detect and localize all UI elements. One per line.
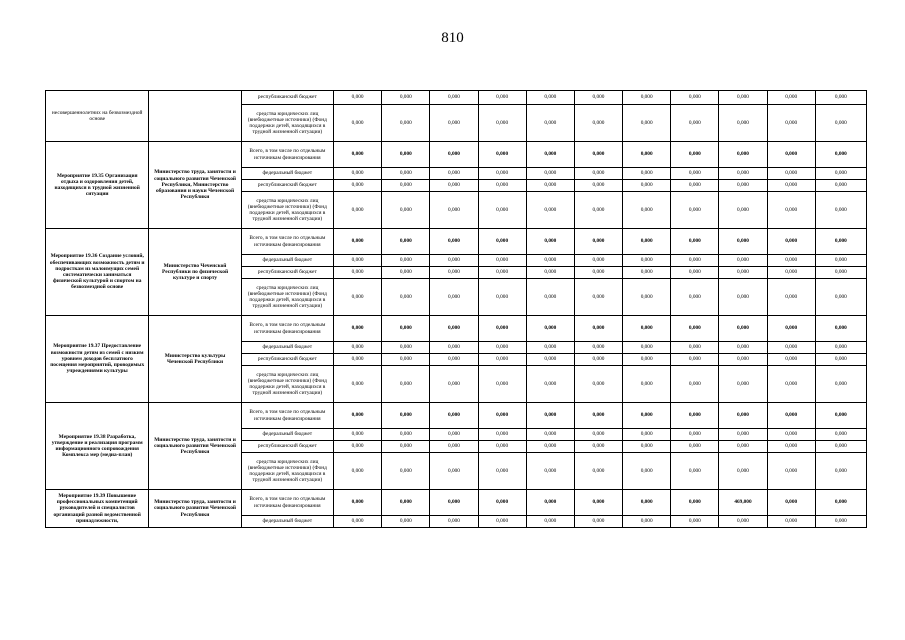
amount-cell: 0,000 — [671, 316, 719, 342]
amount-cell: 0,000 — [382, 91, 430, 105]
amount-cell: 0,000 — [719, 229, 767, 255]
amount-cell: 0,000 — [334, 429, 382, 441]
amount-cell: 0,000 — [574, 366, 622, 403]
amount-cell: 0,000 — [815, 403, 866, 429]
table-row — [46, 91, 867, 105]
amount-cell: 0,000 — [526, 267, 574, 279]
amount-cell: 0,000 — [430, 180, 478, 192]
funding-source: республиканский бюджет — [241, 91, 333, 105]
amount-cell: 0,000 — [623, 91, 671, 105]
amount-cell: 0,000 — [334, 516, 382, 528]
table-row — [46, 142, 867, 168]
measure-executor: Министерство труда, занятости и социального развития Чеченской Республики, Министерство образования и науки Чеченской Республики — [149, 142, 241, 229]
amount-cell: 0,000 — [382, 279, 430, 316]
amount-cell: 0,000 — [382, 192, 430, 229]
amount-cell: 0,000 — [334, 192, 382, 229]
amount-cell: 0,000 — [574, 142, 622, 168]
amount-cell: 0,000 — [623, 516, 671, 528]
amount-cell: 0,000 — [767, 342, 815, 354]
funding-source: средства юридических лиц (внебюджетные источники) (Фонд поддержки детей, находящихся в трудной жизненной ситуации) — [241, 192, 333, 229]
amount-cell: 0,000 — [623, 229, 671, 255]
amount-cell: 0,000 — [671, 342, 719, 354]
funding-source: средства юридических лиц (внебюджетные источники) (Фонд поддержки детей, находящихся в трудной жизненной ситуации) — [241, 279, 333, 316]
funding-source: федеральный бюджет — [241, 168, 333, 180]
funding-source: Всего, в том числе по отдельным источникам финансирования — [241, 142, 333, 168]
amount-cell: 0,000 — [334, 229, 382, 255]
funding-source: Всего, в том числе по отдельным источникам финансирования — [241, 490, 333, 516]
amount-cell: 0,000 — [767, 354, 815, 366]
amount-cell: 0,000 — [574, 354, 622, 366]
amount-cell: 0,000 — [767, 180, 815, 192]
table-row — [46, 229, 867, 255]
amount-cell: 0,000 — [382, 142, 430, 168]
page-number: 810 — [441, 30, 464, 46]
amount-cell: 0,000 — [334, 180, 382, 192]
amount-cell: 0,000 — [478, 255, 526, 267]
amount-cell: 0,000 — [671, 255, 719, 267]
amount-cell: 0,000 — [574, 441, 622, 453]
amount-cell: 0,000 — [815, 366, 866, 403]
amount-cell: 0,000 — [382, 403, 430, 429]
amount-cell: 0,000 — [334, 403, 382, 429]
amount-cell: 0,000 — [430, 229, 478, 255]
amount-cell: 0,000 — [526, 142, 574, 168]
amount-cell: 0,000 — [623, 267, 671, 279]
funding-source: Всего, в том числе по отдельным источникам финансирования — [241, 316, 333, 342]
amount-cell: 0,000 — [478, 168, 526, 180]
amount-cell: 0,000 — [719, 142, 767, 168]
amount-cell: 0,000 — [671, 168, 719, 180]
amount-cell: 0,000 — [574, 490, 622, 516]
amount-cell: 0,000 — [623, 403, 671, 429]
budget-table — [45, 90, 867, 528]
funding-source: федеральный бюджет — [241, 429, 333, 441]
amount-cell: 0,000 — [623, 142, 671, 168]
amount-cell: 0,000 — [574, 316, 622, 342]
amount-cell: 0,000 — [478, 91, 526, 105]
table-row — [46, 403, 867, 429]
amount-cell: 0,000 — [719, 441, 767, 453]
amount-cell: 0,000 — [382, 490, 430, 516]
amount-cell: 0,000 — [767, 429, 815, 441]
measure-description: несовершеннолетних на безвозмездной основе — [46, 91, 149, 142]
amount-cell: 0,000 — [478, 229, 526, 255]
amount-cell: 0,000 — [478, 490, 526, 516]
amount-cell: 0,000 — [671, 403, 719, 429]
amount-cell: 0,000 — [478, 267, 526, 279]
amount-cell: 0,000 — [815, 490, 866, 516]
amount-cell: 0,000 — [767, 366, 815, 403]
amount-cell: 0,000 — [382, 354, 430, 366]
amount-cell: 0,000 — [430, 403, 478, 429]
amount-cell: 0,000 — [334, 267, 382, 279]
amount-cell: 0,000 — [382, 105, 430, 142]
amount-cell: 0,000 — [478, 180, 526, 192]
measure-description: Мероприятие 19.35 Организация отдыха и оздоровления детей, находящихся в трудной жизненной ситуации — [46, 142, 149, 229]
amount-cell: 0,000 — [719, 316, 767, 342]
measure-executor: Министерство труда, занятости и социального развития Чеченской Республики — [149, 403, 241, 490]
amount-cell: 0,000 — [574, 279, 622, 316]
amount-cell: 0,000 — [526, 441, 574, 453]
amount-cell: 0,000 — [430, 429, 478, 441]
amount-cell: 0,000 — [382, 180, 430, 192]
amount-cell: 0,000 — [526, 180, 574, 192]
amount-cell: 0,000 — [430, 267, 478, 279]
amount-cell: 0,000 — [430, 316, 478, 342]
amount-cell: 0,000 — [815, 516, 866, 528]
amount-cell: 0,000 — [430, 91, 478, 105]
amount-cell: 0,000 — [526, 255, 574, 267]
amount-cell: 0,000 — [623, 429, 671, 441]
amount-cell: 0,000 — [767, 192, 815, 229]
amount-cell: 0,000 — [382, 429, 430, 441]
amount-cell: 0,000 — [526, 279, 574, 316]
measure-executor: Министерство труда, занятости и социального развития Чеченской Республики — [149, 490, 241, 528]
funding-source: республиканский бюджет — [241, 180, 333, 192]
amount-cell: 0,000 — [671, 279, 719, 316]
amount-cell: 0,000 — [574, 453, 622, 490]
amount-cell: 0,000 — [623, 105, 671, 142]
amount-cell: 0,000 — [671, 267, 719, 279]
amount-cell: 0,000 — [623, 168, 671, 180]
amount-cell: 0,000 — [382, 441, 430, 453]
funding-source: федеральный бюджет — [241, 255, 333, 267]
amount-cell: 0,000 — [430, 441, 478, 453]
amount-cell: 0,000 — [671, 516, 719, 528]
amount-cell: 0,000 — [526, 453, 574, 490]
amount-cell: 0,000 — [815, 168, 866, 180]
amount-cell: 0,000 — [382, 316, 430, 342]
amount-cell: 0,000 — [719, 453, 767, 490]
amount-cell: 0,000 — [623, 354, 671, 366]
amount-cell: 0,000 — [623, 192, 671, 229]
measure-description: Мероприятие 19.36 Создание условий, обеспечивающих возможность детям и подросткам из малоимущих семей систематически заниматься физической культурой и спортом на безвозмездной основе — [46, 229, 149, 316]
amount-cell: 0,000 — [334, 316, 382, 342]
amount-cell: 0,000 — [430, 168, 478, 180]
amount-cell: 0,000 — [478, 429, 526, 441]
amount-cell: 0,000 — [815, 441, 866, 453]
amount-cell: 0,000 — [815, 192, 866, 229]
amount-cell: 0,000 — [815, 453, 866, 490]
amount-cell: 0,000 — [719, 366, 767, 403]
measure-executor: Министерство Чеченской Республики по физической культуре и спорту — [149, 229, 241, 316]
amount-cell: 0,000 — [334, 441, 382, 453]
funding-source: федеральный бюджет — [241, 516, 333, 528]
amount-cell: 0,000 — [719, 516, 767, 528]
amount-cell: 0,000 — [815, 105, 866, 142]
amount-cell: 0,000 — [334, 168, 382, 180]
amount-cell: 0,000 — [623, 316, 671, 342]
amount-cell: 0,000 — [478, 316, 526, 342]
amount-cell: 0,000 — [430, 516, 478, 528]
amount-cell: 0,000 — [478, 366, 526, 403]
amount-cell: 0,000 — [671, 490, 719, 516]
measure-description: Мероприятие 19.38 Разработка, утверждение и реализация программ информационного сопровождения Комплекса мер (медиа-план) — [46, 403, 149, 490]
amount-cell: 0,000 — [671, 354, 719, 366]
amount-cell: 0,000 — [574, 180, 622, 192]
funding-source: Всего, в том числе по отдельным источникам финансирования — [241, 403, 333, 429]
amount-cell: 0,000 — [719, 91, 767, 105]
amount-cell: 0,000 — [719, 255, 767, 267]
amount-cell: 0,000 — [815, 255, 866, 267]
amount-cell: 0,000 — [815, 279, 866, 316]
amount-cell: 0,000 — [574, 516, 622, 528]
amount-cell: 0,000 — [574, 255, 622, 267]
amount-cell: 0,000 — [478, 192, 526, 229]
amount-cell: 0,000 — [719, 429, 767, 441]
amount-cell: 0,000 — [574, 168, 622, 180]
amount-cell: 0,000 — [767, 255, 815, 267]
amount-cell: 0,000 — [574, 429, 622, 441]
amount-cell: 0,000 — [526, 366, 574, 403]
amount-cell: 0,000 — [671, 105, 719, 142]
amount-cell: 0,000 — [334, 490, 382, 516]
amount-cell: 0,000 — [719, 180, 767, 192]
amount-cell: 0,000 — [526, 105, 574, 142]
amount-cell: 0,000 — [767, 91, 815, 105]
amount-cell: 0,000 — [767, 453, 815, 490]
amount-cell: 0,000 — [719, 342, 767, 354]
amount-cell: 0,000 — [430, 453, 478, 490]
amount-cell: 0,000 — [623, 366, 671, 403]
measure-description: Мероприятие 19.37 Предоставление возможности детям из семей с низким уровнем доходов бесплатного посещения мероприятий, проводимых учреждениями культуры — [46, 316, 149, 403]
amount-cell: 0,000 — [526, 516, 574, 528]
amount-cell: 0,000 — [430, 366, 478, 403]
amount-cell: 0,000 — [623, 342, 671, 354]
amount-cell: 0,000 — [815, 142, 866, 168]
amount-cell: 0,000 — [719, 279, 767, 316]
amount-cell: 0,000 — [767, 403, 815, 429]
amount-cell: 0,000 — [767, 516, 815, 528]
amount-cell: 0,000 — [574, 91, 622, 105]
amount-cell: 0,000 — [334, 354, 382, 366]
amount-cell: 0,000 — [574, 229, 622, 255]
amount-cell: 0,000 — [430, 142, 478, 168]
amount-cell: 0,000 — [382, 229, 430, 255]
amount-cell: 0,000 — [334, 91, 382, 105]
amount-cell: 0,000 — [574, 192, 622, 229]
amount-cell: 0,000 — [671, 441, 719, 453]
table-row — [46, 316, 867, 342]
amount-cell: 0,000 — [526, 354, 574, 366]
amount-cell: 0,000 — [719, 267, 767, 279]
amount-cell: 0,000 — [430, 105, 478, 142]
amount-cell: 0,000 — [623, 255, 671, 267]
amount-cell: 0,000 — [719, 168, 767, 180]
amount-cell: 0,000 — [526, 342, 574, 354]
amount-cell: 0,000 — [478, 441, 526, 453]
amount-cell: 0,000 — [671, 180, 719, 192]
amount-cell: 0,000 — [430, 490, 478, 516]
amount-cell: 0,000 — [815, 354, 866, 366]
funding-source: республиканский бюджет — [241, 441, 333, 453]
amount-cell: 0,000 — [767, 316, 815, 342]
amount-cell: 0,000 — [815, 316, 866, 342]
amount-cell: 0,000 — [382, 267, 430, 279]
measure-executor — [149, 91, 241, 142]
amount-cell: 0,000 — [430, 192, 478, 229]
amount-cell: 0,000 — [815, 180, 866, 192]
amount-cell: 0,000 — [671, 142, 719, 168]
amount-cell: 0,000 — [719, 354, 767, 366]
measure-executor: Министерство культуры Чеченской Республики — [149, 316, 241, 403]
funding-source: средства юридических лиц (внебюджетные источники) (Фонд поддержки детей, находящихся в трудной жизненной ситуации) — [241, 453, 333, 490]
amount-cell: 0,000 — [430, 354, 478, 366]
amount-cell: 0,000 — [767, 441, 815, 453]
amount-cell: 0,000 — [574, 342, 622, 354]
amount-cell: 0,000 — [526, 91, 574, 105]
amount-cell: 0,000 — [623, 441, 671, 453]
amount-cell: 0,000 — [671, 429, 719, 441]
amount-cell: 0,000 — [382, 453, 430, 490]
amount-cell: 0,000 — [767, 168, 815, 180]
amount-cell: 0,000 — [382, 342, 430, 354]
amount-cell: 0,000 — [815, 229, 866, 255]
amount-cell: 0,000 — [671, 453, 719, 490]
amount-cell: 0,000 — [526, 403, 574, 429]
funding-source: средства юридических лиц (внебюджетные источники) (Фонд поддержки детей, находящихся в трудной жизненной ситуации) — [241, 366, 333, 403]
amount-cell: 0,000 — [382, 366, 430, 403]
funding-source: средства юридических лиц (внебюджетные источники) (Фонд поддержки детей, находящихся в трудной жизненной ситуации) — [241, 105, 333, 142]
amount-cell: 0,000 — [671, 366, 719, 403]
amount-cell: 0,000 — [574, 105, 622, 142]
table-row — [46, 490, 867, 516]
amount-cell: 0,000 — [430, 342, 478, 354]
amount-cell: 0,000 — [334, 366, 382, 403]
amount-cell: 0,000 — [334, 279, 382, 316]
amount-cell: 0,000 — [719, 192, 767, 229]
amount-cell: 0,000 — [815, 429, 866, 441]
funding-source: федеральный бюджет — [241, 342, 333, 354]
amount-cell: 0,000 — [382, 516, 430, 528]
amount-cell: 0,000 — [430, 255, 478, 267]
funding-source: Всего, в том числе по отдельным источникам финансирования — [241, 229, 333, 255]
amount-cell: 0,000 — [478, 403, 526, 429]
amount-cell: 0,000 — [526, 316, 574, 342]
amount-cell: 0,000 — [623, 453, 671, 490]
amount-cell: 0,000 — [334, 342, 382, 354]
amount-cell: 0,000 — [526, 168, 574, 180]
funding-source: республиканский бюджет — [241, 267, 333, 279]
amount-cell: 0,000 — [767, 229, 815, 255]
amount-cell: 0,000 — [767, 142, 815, 168]
amount-cell: 0,000 — [719, 105, 767, 142]
amount-cell: 0,000 — [334, 142, 382, 168]
amount-cell: 0,000 — [478, 342, 526, 354]
amount-cell: 0,000 — [382, 168, 430, 180]
amount-cell: 0,000 — [526, 429, 574, 441]
amount-cell: 0,000 — [767, 490, 815, 516]
amount-cell: 0,000 — [767, 105, 815, 142]
amount-cell: 0,000 — [526, 490, 574, 516]
amount-cell: 0,000 — [382, 255, 430, 267]
amount-cell: 0,000 — [815, 91, 866, 105]
amount-cell: 469,000 — [719, 490, 767, 516]
amount-cell: 0,000 — [478, 453, 526, 490]
amount-cell: 0,000 — [574, 267, 622, 279]
amount-cell: 0,000 — [478, 105, 526, 142]
amount-cell: 0,000 — [767, 279, 815, 316]
amount-cell: 0,000 — [671, 91, 719, 105]
amount-cell: 0,000 — [430, 279, 478, 316]
amount-cell: 0,000 — [478, 142, 526, 168]
amount-cell: 0,000 — [526, 229, 574, 255]
amount-cell: 0,000 — [334, 453, 382, 490]
amount-cell: 0,000 — [334, 105, 382, 142]
amount-cell: 0,000 — [719, 403, 767, 429]
amount-cell: 0,000 — [671, 229, 719, 255]
amount-cell: 0,000 — [767, 267, 815, 279]
amount-cell: 0,000 — [671, 192, 719, 229]
amount-cell: 0,000 — [478, 516, 526, 528]
measure-description: Мероприятие 19.39 Повышение профессиональных компетенций руководителей и специалистов организаций разной ведомственной принадлежности, — [46, 490, 149, 528]
amount-cell: 0,000 — [574, 403, 622, 429]
amount-cell: 0,000 — [478, 354, 526, 366]
funding-source: республиканский бюджет — [241, 354, 333, 366]
amount-cell: 0,000 — [526, 192, 574, 229]
amount-cell: 0,000 — [815, 267, 866, 279]
amount-cell: 0,000 — [623, 490, 671, 516]
amount-cell: 0,000 — [478, 279, 526, 316]
amount-cell: 0,000 — [623, 279, 671, 316]
amount-cell: 0,000 — [815, 342, 866, 354]
amount-cell: 0,000 — [334, 255, 382, 267]
amount-cell: 0,000 — [623, 180, 671, 192]
